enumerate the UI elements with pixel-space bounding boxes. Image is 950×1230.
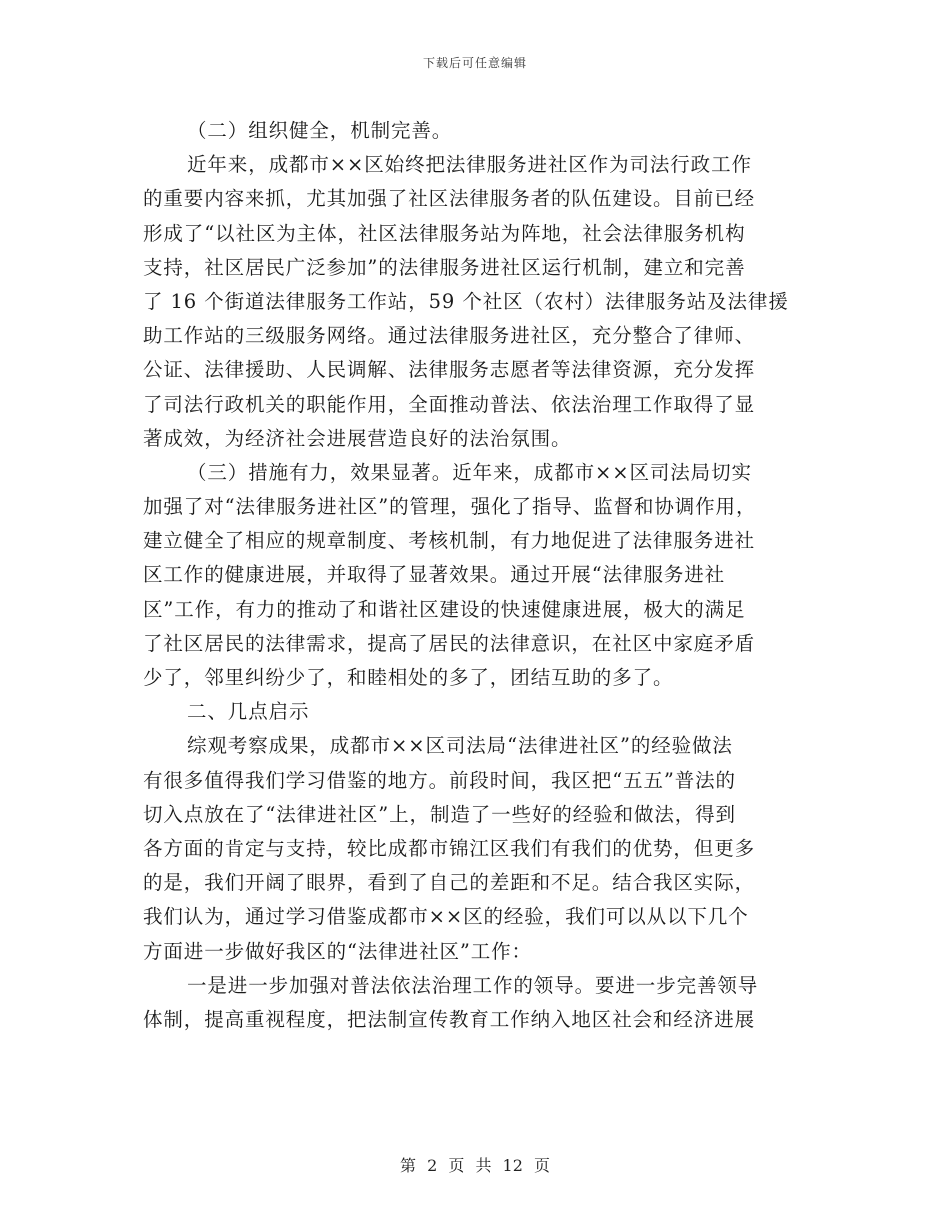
paragraph-line: 各方面的肯定与支持，较比成都市锦江区我们有我们的优势，但更多 [143, 836, 756, 860]
paragraph-line: 综观考察成果，成都市××区司法局“法律进社区”的经验做法 [187, 734, 733, 758]
paragraph-line: 方面进一步做好我区的“法律进社区”工作： [143, 939, 532, 963]
paragraph-line: 区工作的健康进展，并取得了显著效果。通过开展“法律服务进社 [143, 563, 726, 587]
paragraph-line: 一是进一步加强对普法依法治理工作的领导。要进一步完善领导 [187, 973, 759, 997]
paragraph-line: 体制，提高重视程度，把法制宣传教育工作纳入地区社会和经济进展 [143, 1007, 756, 1031]
paragraph-line: 近年来，成都市××区始终把法律服务进社区作为司法行政工作 [187, 153, 752, 177]
section-heading-2: （二）组织健全，机制完善。 [187, 119, 453, 142]
paragraph-line: 区”工作，有力的推动了和谐社区建设的快速健康进展，极大的满足 [143, 597, 746, 621]
page-number: 第 2 页 共 12 页 [400, 1156, 550, 1175]
paragraph-line: 少了，邻里纠纷少了，和睦相处的多了，团结互助的多了。 [143, 666, 674, 689]
paragraph-line: 了 16 个街道法律服务工作站，59 个社区（农村）法律服务站及法律援 [143, 289, 789, 313]
paragraph-line: 加强了对“法律服务进社区”的管理，强化了指导、监督和协调作用， [143, 495, 757, 519]
paragraph-line: 有很多值得我们学习借鉴的地方。前段时间，我区把“五五”普法的 [143, 768, 736, 792]
paragraph-line: 的重要内容来抓，尤其加强了社区法律服务者的队伍建设。目前已经 [143, 187, 756, 211]
paragraph-line: 切入点放在了“法律进社区”上，制造了一些好的经验和做法，得到 [143, 802, 736, 826]
paragraph-line: 建立健全了相应的规章制度、考核机制，有力地促进了法律服务进社 [143, 529, 756, 553]
paragraph-line: 形成了“以社区为主体，社区法律服务站为阵地，社会法律服务机构 [143, 221, 746, 245]
paragraph-line: 助工作站的三级服务网络。通过法律服务进社区，充分整合了律师、 [143, 324, 756, 348]
paragraph-line: 我们认为，通过学习借鉴成都市××区的经验，我们可以从以下几个 [143, 905, 749, 929]
section-heading-3: （三）措施有力，效果显著。近年来，成都市××区司法局切实 [187, 460, 752, 484]
paragraph-line: 支持，社区居民广泛参加”的法律服务进社区运行机制，建立和完善 [143, 255, 746, 279]
paragraph-line: 了司法行政机关的职能作用，全面推动普法、依法治理工作取得了显 [143, 392, 756, 416]
paragraph-line: 了社区居民的法律需求，提高了居民的法律意识，在社区中家庭矛盾 [143, 631, 756, 655]
page-header-note: 下载后可任意编辑 [422, 56, 527, 70]
paragraph-line: 著成效，为经济社会进展营造良好的法治氛围。 [143, 426, 572, 450]
document-body [143, 114, 808, 1037]
paragraph-line: 公证、法律援助、人民调解、法律服务志愿者等法律资源，充分发挥 [143, 358, 756, 382]
paragraph-line: 的是，我们开阔了眼界，看到了自己的差距和不足。结合我区实际， [143, 871, 756, 895]
section-heading-insights: 二、几点启示 [187, 700, 310, 724]
